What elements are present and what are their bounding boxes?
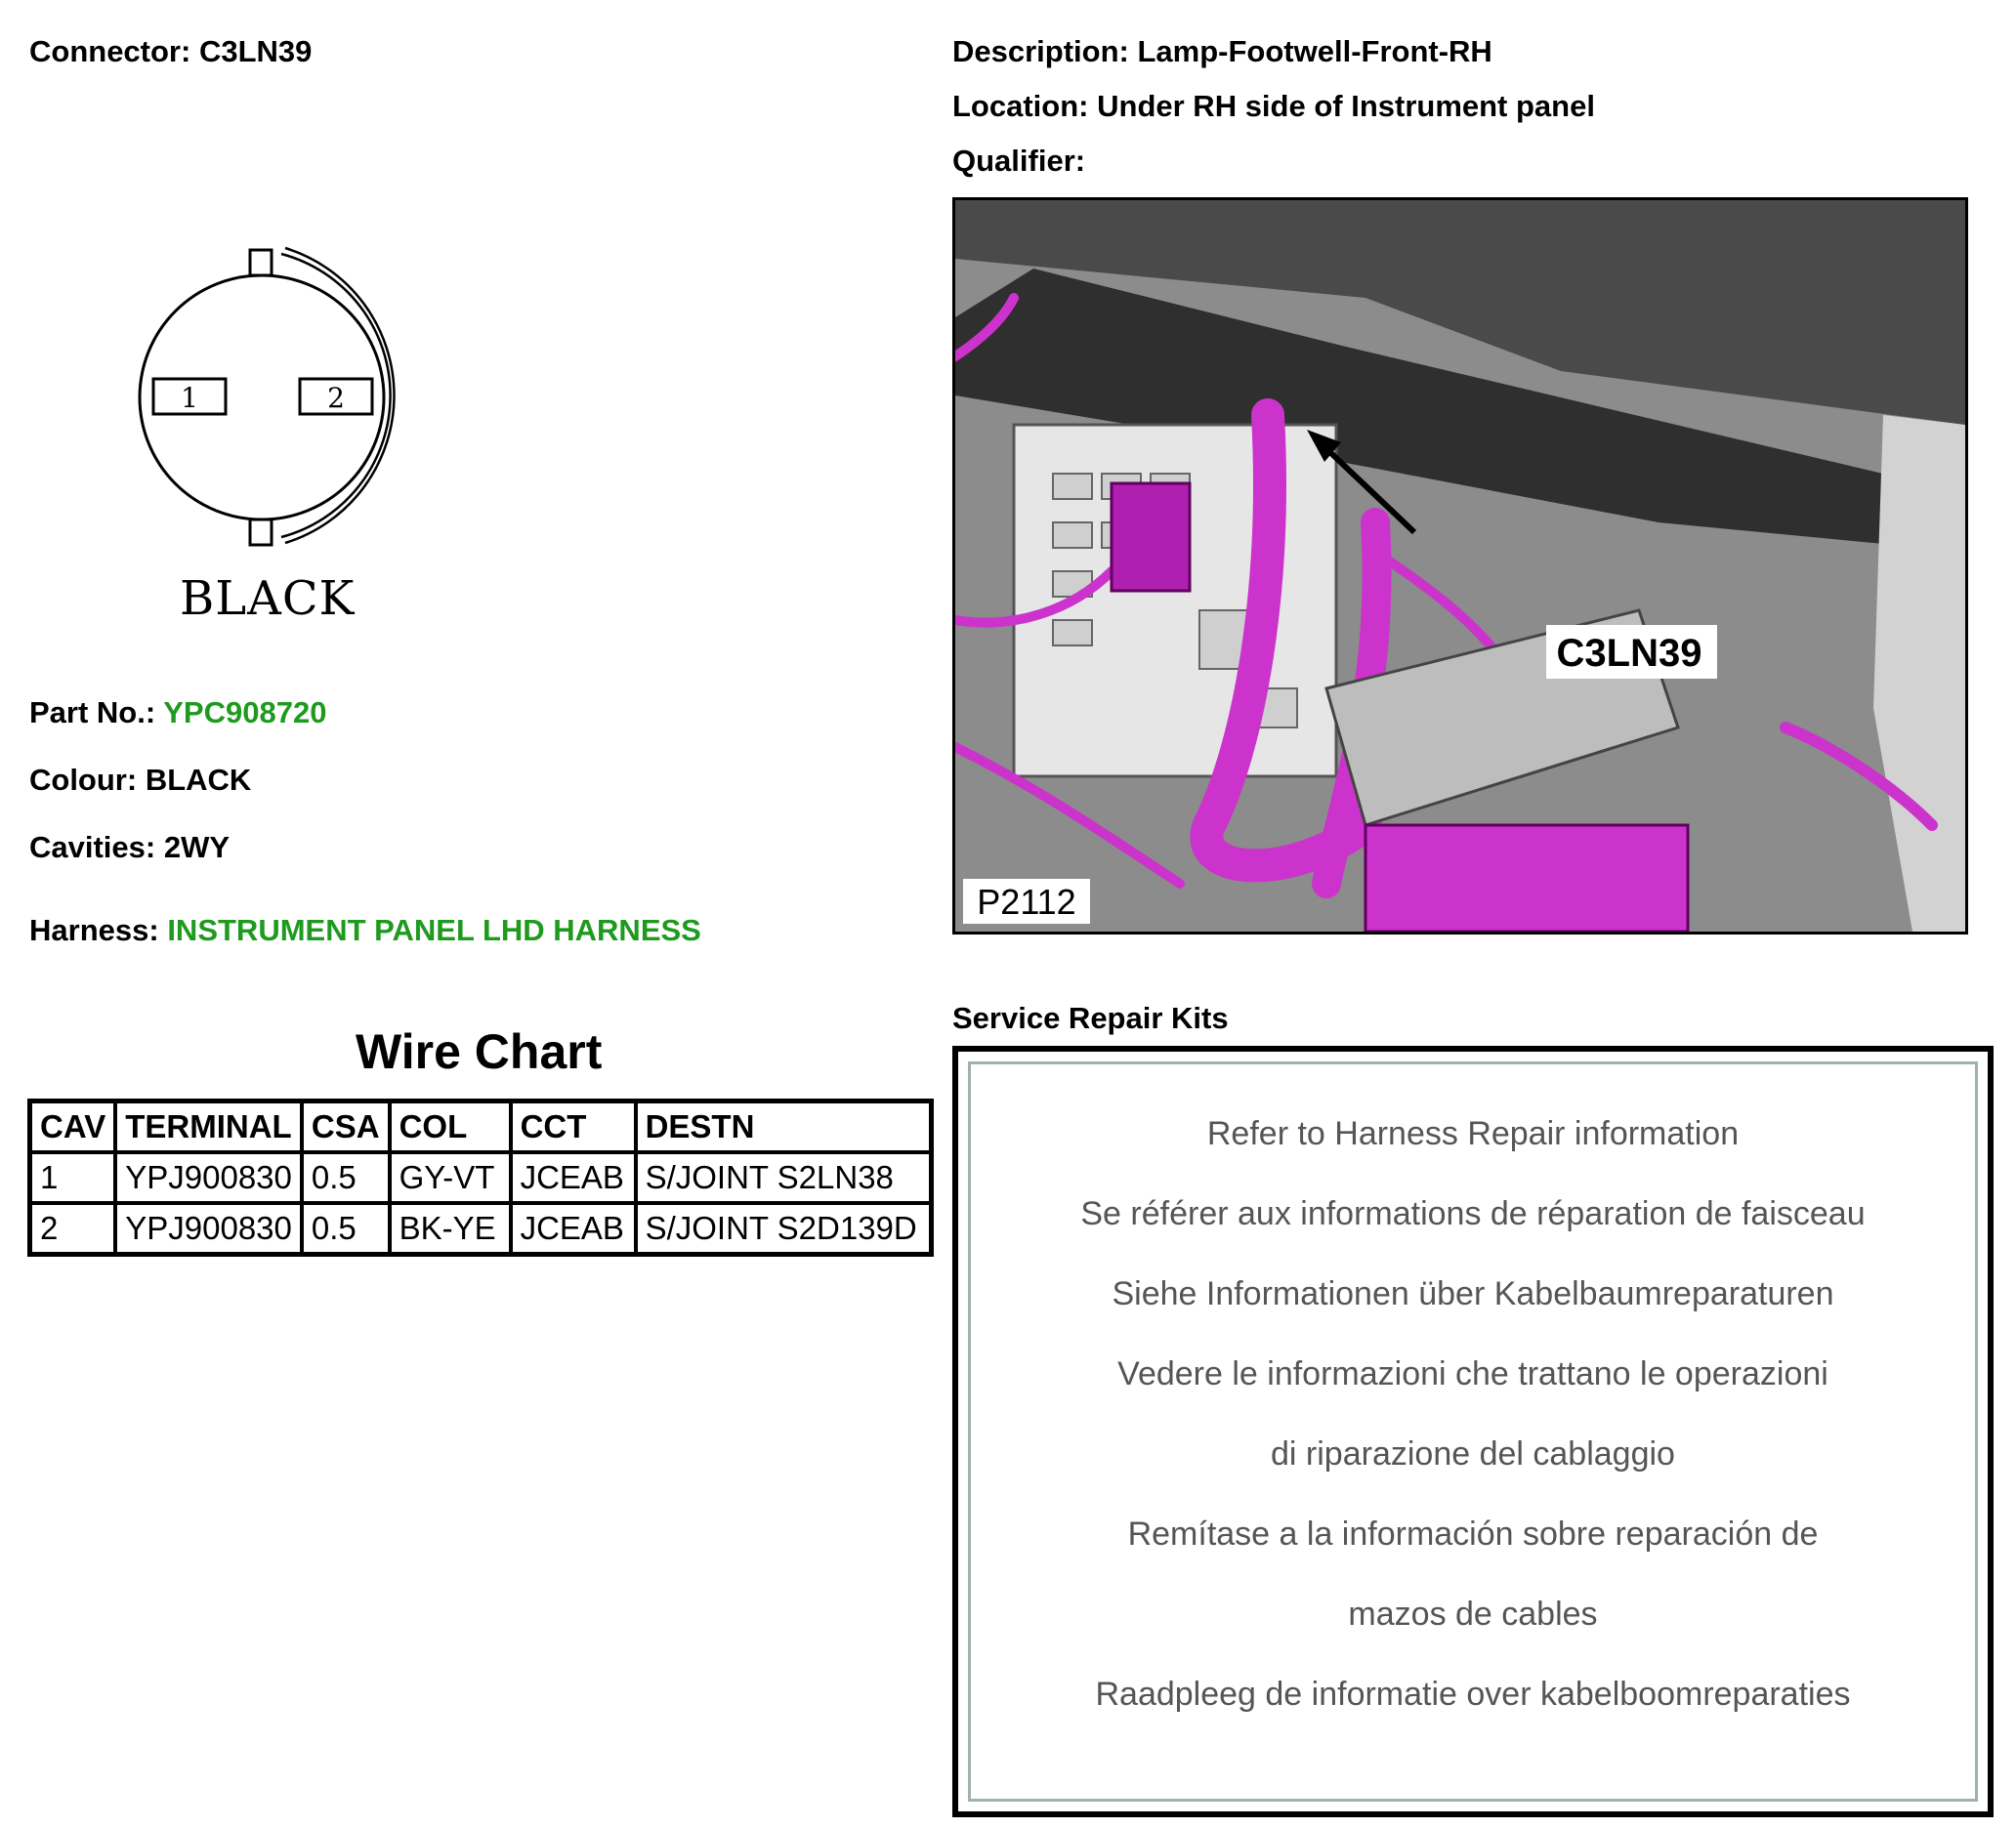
figure-id: P2112	[977, 882, 1076, 922]
cell-terminal: YPJ900830	[115, 1152, 302, 1203]
header-csa: CSA	[302, 1101, 390, 1153]
bottom-latch	[250, 519, 272, 545]
cavities-label: Cavities:	[29, 830, 156, 864]
table-row	[30, 1152, 932, 1203]
magenta-connector	[1112, 483, 1190, 591]
description-field	[952, 32, 1492, 71]
harness-link[interactable]: INSTRUMENT PANEL LHD HARNESS	[167, 913, 701, 947]
repair-line: mazos de cables	[1348, 1596, 1598, 1633]
description-value: Lamp-Footwell-Front-RH	[1137, 34, 1492, 68]
cell-destn: S/JOINT S2D139D	[636, 1203, 932, 1255]
service-repair-box	[952, 1046, 1994, 1817]
repair-line: di riparazione del cablaggio	[1271, 1435, 1675, 1473]
cell-cav: 1	[30, 1152, 116, 1203]
colour-label: Colour:	[29, 763, 138, 797]
cell-cct: JCEAB	[511, 1203, 636, 1255]
location-value: Under RH side of Instrument panel	[1097, 89, 1595, 123]
colour-field	[29, 761, 251, 800]
header-cav: CAV	[30, 1101, 116, 1153]
cell-cct: JCEAB	[511, 1152, 636, 1203]
repair-line: Remítase a la información sobre reparación de	[1127, 1516, 1819, 1553]
wire-chart-header-row	[30, 1101, 932, 1153]
harness-label: Harness:	[29, 913, 159, 947]
qualifier-field	[952, 142, 1085, 181]
header-terminal: TERMINAL	[115, 1101, 302, 1153]
header-destn: DESTN	[636, 1101, 932, 1153]
cavities-value: 2WY	[163, 830, 231, 864]
part-no-label: Part No.:	[29, 695, 156, 729]
cell-col: GY-VT	[390, 1152, 511, 1203]
connector-field	[29, 32, 312, 71]
location-illustration	[955, 200, 1965, 932]
harness-field	[29, 911, 701, 950]
location-field	[952, 87, 1595, 126]
cell-cav: 2	[30, 1203, 116, 1255]
cell-csa: 0.5	[302, 1203, 390, 1255]
connector-color-label: BLACK	[180, 571, 356, 626]
location-photo	[952, 197, 1968, 935]
callout-label: C3LN39	[1556, 632, 1702, 675]
part-no-link[interactable]: YPC908720	[163, 695, 327, 729]
service-repair-inner	[968, 1061, 1978, 1802]
cell-terminal: YPJ900830	[115, 1203, 302, 1255]
cell-csa: 0.5	[302, 1152, 390, 1203]
repair-line: Raadpleeg de informatie over kabelboomreparaties	[1095, 1676, 1851, 1713]
pin-1-label: 1	[181, 382, 198, 414]
cavities-field	[29, 828, 230, 867]
connector-face-diagram	[117, 234, 430, 557]
part-no-field	[29, 693, 326, 732]
connector-value: C3LN39	[198, 34, 313, 68]
wire-chart-title: Wire Chart	[356, 1024, 603, 1079]
service-repair-title: Service Repair Kits	[952, 1001, 1229, 1035]
top-latch	[250, 250, 272, 275]
header-cct: CCT	[511, 1101, 636, 1153]
pin-2-label: 2	[327, 382, 345, 414]
repair-line: Vedere le informazioni che trattano le operazioni	[1117, 1355, 1828, 1392]
repair-line: Siehe Informationen über Kabelbaumreparaturen	[1112, 1275, 1834, 1312]
location-label: Location:	[952, 89, 1089, 123]
cell-col: BK-YE	[390, 1203, 511, 1255]
cell-destn: S/JOINT S2LN38	[636, 1152, 932, 1203]
wire-chart-table	[27, 1099, 934, 1257]
description-label: Description:	[952, 34, 1129, 68]
repair-line: Se référer aux informations de réparation de faisceau	[1080, 1195, 1866, 1232]
repair-line: Refer to Harness Repair information	[1206, 1115, 1740, 1152]
qualifier-label: Qualifier:	[952, 144, 1086, 178]
table-row	[30, 1203, 932, 1255]
colour-value: BLACK	[145, 763, 252, 797]
connector-label: Connector:	[29, 34, 191, 68]
module-connectors	[1365, 825, 1688, 932]
header-col: COL	[390, 1101, 511, 1153]
